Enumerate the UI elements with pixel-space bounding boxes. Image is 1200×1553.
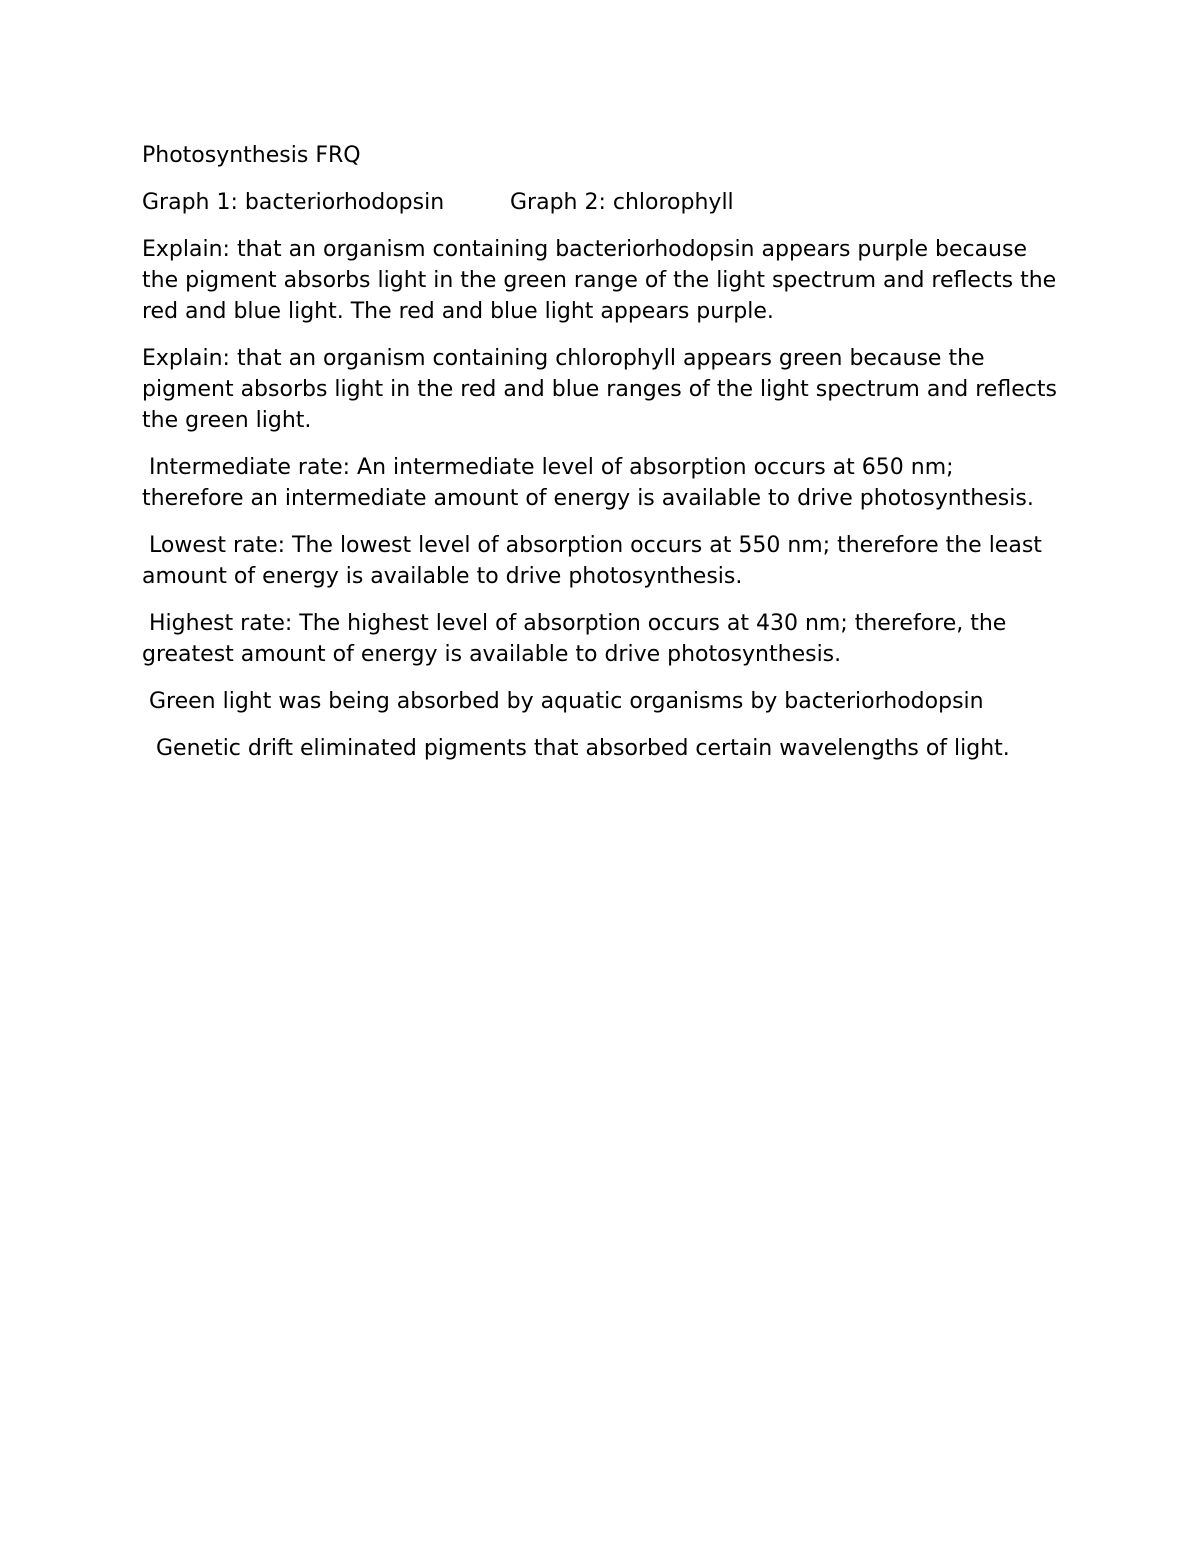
paragraph-green-light: Green light was being absorbed by aquatic organisms by bacteriorhodopsin xyxy=(142,689,984,714)
graph-2-label: Graph 2: chlorophyll xyxy=(510,190,734,215)
paragraph-lowest-rate: Lowest rate: The lowest level of absorption occurs at 550 nm; therefore the least amount of energy is available to drive photosynthesis. xyxy=(142,533,1049,589)
paragraph-highest-rate: Highest rate: The highest level of absorption occurs at 430 nm; therefore, the greatest amount of energy is available to drive photosynthesis. xyxy=(142,611,1014,667)
graph-1-label: Graph 1: bacteriorhodopsin xyxy=(142,190,445,215)
paragraph-intermediate-rate: Intermediate rate: An intermediate level of absorption occurs at 650 nm; therefore an intermediate amount of energy is available to drive photosynthesis. xyxy=(142,455,1034,511)
graph-labels xyxy=(142,187,1062,218)
paragraph-bacteriorhodopsin-explain: Explain: that an organism containing bacteriorhodopsin appears purple because the pigment absorbs light in the green range of the light spectrum and reflects the red and blue light. The red and blue light appears purple. xyxy=(142,237,1064,324)
paragraph-chlorophyll-explain: Explain: that an organism containing chlorophyll appears green because the pigment absorbs light in the red and blue ranges of the light spectrum and reflects the green light. xyxy=(142,346,1064,433)
document-body xyxy=(142,140,1062,780)
paragraph-genetic-drift: Genetic drift eliminated pigments that absorbed certain wavelengths of light. xyxy=(142,736,1010,761)
document-title: Photosynthesis FRQ xyxy=(142,143,361,168)
